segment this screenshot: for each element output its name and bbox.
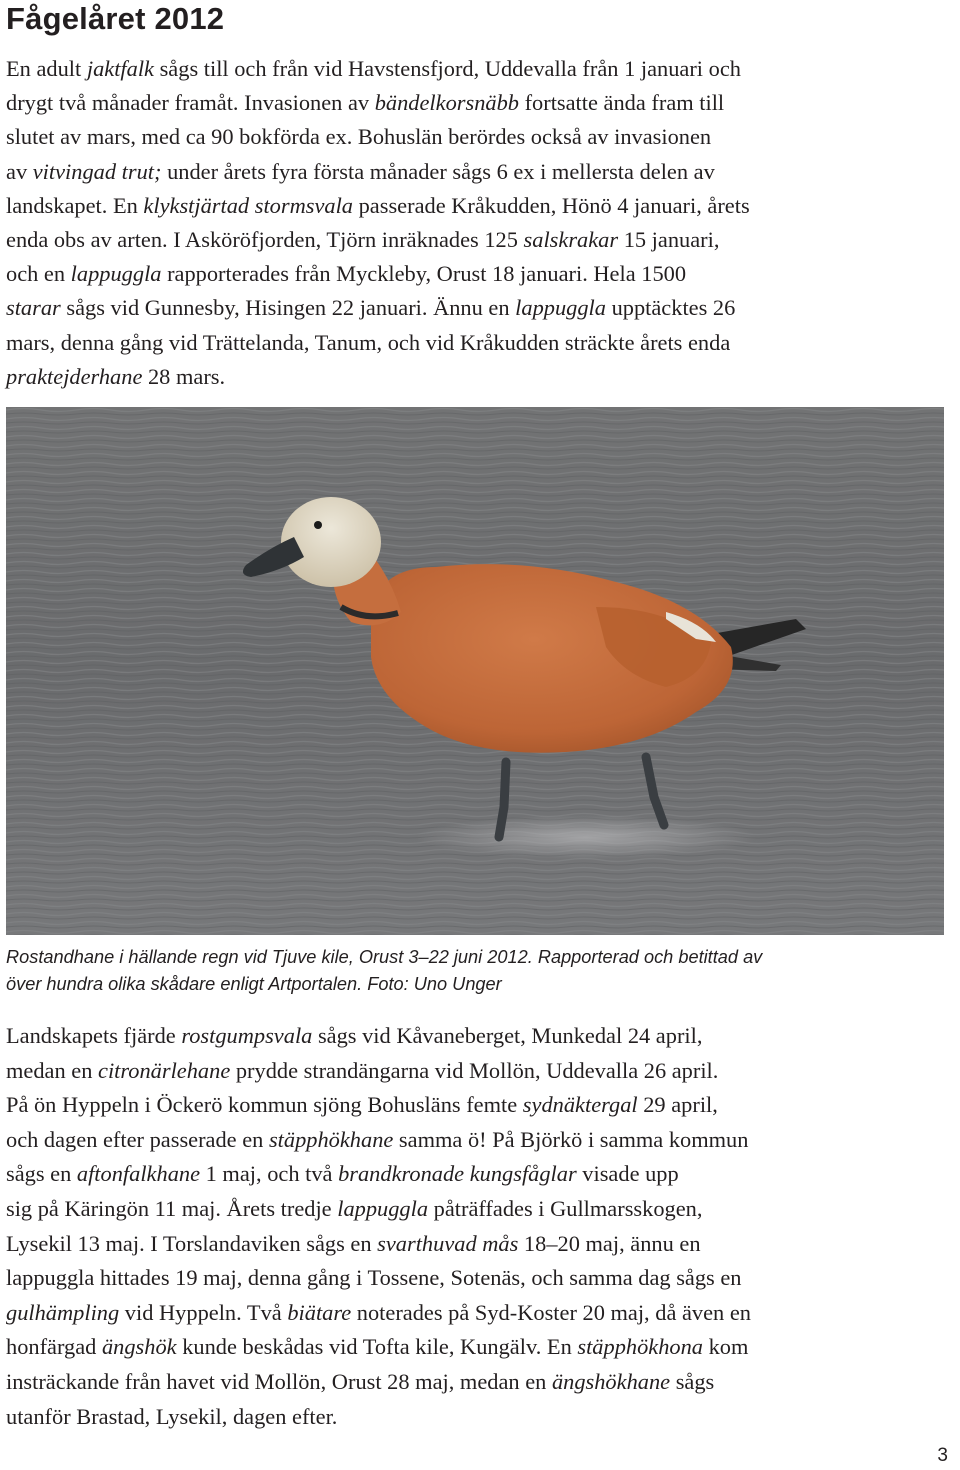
species-name: aftonfalkhane — [76, 1161, 201, 1187]
text-run: rapporterades från Myckleby, Orust 18 januari. Hela 1500 — [161, 261, 687, 287]
text-run: utanför Brastad, Lysekil, dagen efter. — [6, 1403, 338, 1429]
text-line — [6, 1261, 956, 1296]
caption-line: över hundra olika skådare enligt Artportalen. Foto: Uno Unger — [6, 974, 502, 994]
text-run: sågs en — [6, 1161, 77, 1187]
text-run: kom — [703, 1334, 749, 1360]
text-run: vid Hyppeln. Två — [119, 1299, 288, 1325]
text-line — [6, 223, 956, 257]
species-name: praktejderhane — [6, 363, 143, 389]
page-number: 3 — [937, 1445, 948, 1466]
species-name: ängshök — [101, 1334, 177, 1360]
text-line — [6, 189, 956, 223]
species-name: brandkronade kungsfåglar — [338, 1161, 577, 1187]
text-run: Landskapets fjärde — [6, 1023, 182, 1048]
body-paragraph-2 — [6, 1019, 956, 1434]
text-run: 28 mars. — [142, 363, 226, 389]
species-name: klykstjärtad stormsvala — [143, 192, 354, 218]
text-run: insträckande från havet vid Mollön, Orust 28 maj, medan en — [6, 1368, 552, 1394]
text-line — [6, 291, 956, 325]
text-run: och dagen efter passerade en — [6, 1126, 269, 1152]
species-name: stäpphökhane — [268, 1126, 394, 1152]
text-line — [6, 1054, 956, 1089]
text-line — [6, 120, 956, 154]
text-line — [6, 155, 956, 189]
species-name: lappuggla — [70, 261, 162, 287]
text-run: upptäcktes 26 — [605, 295, 736, 321]
text-run: fortsatte ända fram till — [518, 90, 725, 116]
text-run: 1 maj, och två — [200, 1161, 339, 1187]
species-name: svarthuvad mås — [377, 1230, 519, 1256]
species-name: salskrakar — [523, 227, 619, 253]
text-line — [6, 1400, 956, 1435]
text-run: En adult — [6, 56, 87, 81]
text-run: landskapet. En — [6, 192, 144, 218]
text-run: under årets fyra första månader sågs 6 ex i mellersta delen av — [161, 158, 715, 184]
bird-eye — [314, 521, 322, 529]
text-run: visade upp — [576, 1161, 679, 1187]
text-line — [6, 257, 956, 291]
text-run: 18–20 maj, ännu en — [518, 1230, 701, 1256]
body-paragraph-1 — [6, 52, 956, 394]
text-run: noterades på Syd-Koster 20 maj, då även en — [351, 1299, 751, 1325]
species-name: vitvingad trut; — [32, 158, 162, 184]
bird-photo — [6, 407, 944, 935]
text-line — [6, 1365, 956, 1400]
text-run: kunde beskådas vid Tofta kile, Kungälv. En — [176, 1334, 578, 1360]
text-run: påträffades i Gullmarsskogen, — [428, 1195, 703, 1221]
text-line — [6, 1296, 956, 1331]
text-run: honfärgad — [6, 1334, 102, 1360]
text-line — [6, 1330, 956, 1365]
text-line — [6, 1019, 956, 1054]
text-run: Lysekil 13 maj. I Torslandaviken sågs en — [6, 1230, 378, 1256]
text-line — [6, 326, 956, 360]
species-name: rostgumpsvala — [181, 1023, 313, 1048]
text-run: sågs vid Gunnesby, Hisingen 22 januari. Ännu en — [60, 295, 516, 321]
text-run: sig på Käringön 11 maj. Årets tredje — [6, 1195, 338, 1221]
text-run: prydde strandängarna vid Mollön, Uddevalla 26 april. — [230, 1057, 719, 1083]
text-run: enda obs av arten. I Asköröfjorden, Tjörn inräknades 125 — [6, 227, 524, 253]
species-name: citronärlehane — [98, 1057, 231, 1083]
text-run: av — [6, 158, 33, 184]
page-title: Fågelåret 2012 — [6, 1, 225, 36]
text-line — [6, 1123, 956, 1158]
photo-caption — [6, 944, 946, 998]
text-line — [6, 1227, 956, 1262]
text-run: sågs — [670, 1368, 715, 1394]
text-run: På ön Hyppeln i Öckerö kommun sjöng Bohusläns femte — [6, 1092, 523, 1118]
species-name: ängshökhane — [551, 1368, 671, 1394]
text-run: sågs till och från vid Havstensfjord, Uddevalla från 1 januari och — [154, 56, 741, 81]
text-run: medan en — [6, 1057, 99, 1083]
species-name: bändelkorsnäbb — [374, 90, 519, 116]
species-name: sydnäktergal — [522, 1092, 638, 1118]
text-run: mars, denna gång vid Trättelanda, Tanum, och vid Kråkudden sträckte årets enda — [6, 329, 731, 355]
text-run: lappuggla hittades 19 maj, denna gång i Tossene, Sotenäs, och samma dag sågs en — [6, 1265, 742, 1291]
text-run: passerade Kråkudden, Hönö 4 januari, årets — [353, 192, 750, 218]
species-name: lappuggla — [337, 1195, 429, 1221]
text-run: drygt två månader framåt. Invasionen av — [6, 90, 375, 116]
species-name: lappuggla — [515, 295, 606, 321]
text-run: 29 april, — [637, 1092, 718, 1118]
text-line — [6, 1192, 956, 1227]
text-line — [6, 360, 956, 394]
species-name: jaktfalk — [86, 56, 154, 81]
text-run: samma ö! På Björkö i samma kommun — [393, 1126, 749, 1152]
text-run: 15 januari, — [618, 227, 720, 253]
species-name: starar — [6, 295, 61, 321]
text-line — [6, 86, 956, 120]
species-name: biätare — [287, 1299, 352, 1325]
species-name: stäpphökhona — [577, 1334, 704, 1360]
text-line — [6, 1088, 956, 1123]
text-line — [6, 52, 956, 86]
caption-line: Rostandhane i hällande regn vid Tjuve kile, Orust 3–22 juni 2012. Rapporterad och betittad av — [6, 947, 763, 967]
text-run: slutet av mars, med ca 90 bokförda ex. Bohuslän berördes också av invasionen — [6, 124, 712, 150]
text-run: sågs vid Kåvaneberget, Munkedal 24 april, — [312, 1023, 703, 1048]
text-line — [6, 1157, 956, 1192]
species-name: gulhämpling — [6, 1299, 120, 1325]
text-run: och en — [6, 261, 71, 287]
